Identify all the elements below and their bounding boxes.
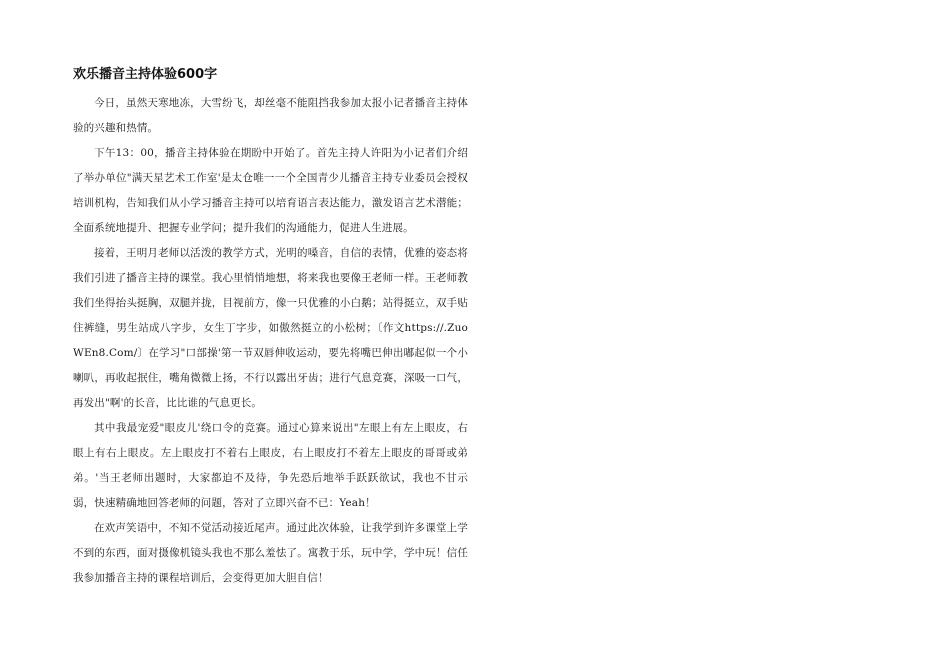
paragraph-5: 在欢声笑语中，不知不觉活动接近尾声。通过此次体验，让我学到许多课堂上学不到的东西，面对摄像机镜头我也不那么羞怯了。寓教于乐，玩中学，学中玩！信任我参加播音主持的课程培训后，会变得更加大胆自信！ xyxy=(73,522,468,584)
paragraph-1: 今日，虽然天寒地冻，大雪纷飞，却丝毫不能阻挡我参加太报小记者播音主持体验的兴趣和热情。 xyxy=(73,97,468,134)
paragraph-3: 接着，王明月老师以活泼的教学方式，光明的嗓音，自信的表情，优雅的姿态将我们引进了播音主持的课堂。我心里悄悄地想，将来我也要像王老师一样。王老师教我们坐得抬头挺胸，双腿并拢，目视前方，像一只优雅的小白鹅；站得挺立，双手贴住裤缝，男生站成八字步，女生丁字步，如傲然挺立的小松树；〔作文https://.ZuoWEn8.Com/〕在学习"口部操'第一节双唇伸收运动，要先将嘴巴伸出嘟起似一个小喇叭，再收起抿住，嘴角微微上扬，不行以露出牙齿；进行气息竞赛，深吸一口气，再发出"啊'的长音，比比谁的气息更长。 xyxy=(73,247,468,409)
paragraph-4: 其中我最宠爱"眼皮儿'绕口令的竞赛。通过心算来说出"左眼上有左上眼皮，右眼上有右上眼皮。左上眼皮打不着右上眼皮，右上眼皮打不着左上眼皮的哥哥或弟弟。'当王老师出题时，大家都迫不及待，争先恐后地举手跃跃欲试，我也不甘示弱，快速精确地回答老师的问题，答对了立即兴奋不已：Yeah！ xyxy=(73,422,468,509)
document-title: 欢乐播音主持体验600字 xyxy=(73,67,218,82)
paragraph-2: 下午13：00，播音主持体验在期盼中开始了。首先主持人许阳为小记者们介绍了举办单位"满天星艺术工作室'是太仓唯一一个全国青少儿播音主持专业委员会授权培训机构，告知我们从小学习播音主持可以培育语言表达能力，激发语言艺术潜能；全面系统地提升、把握专业学问；提升我们的沟通能力，促进人生进展。 xyxy=(73,147,468,234)
document-page xyxy=(73,66,468,591)
